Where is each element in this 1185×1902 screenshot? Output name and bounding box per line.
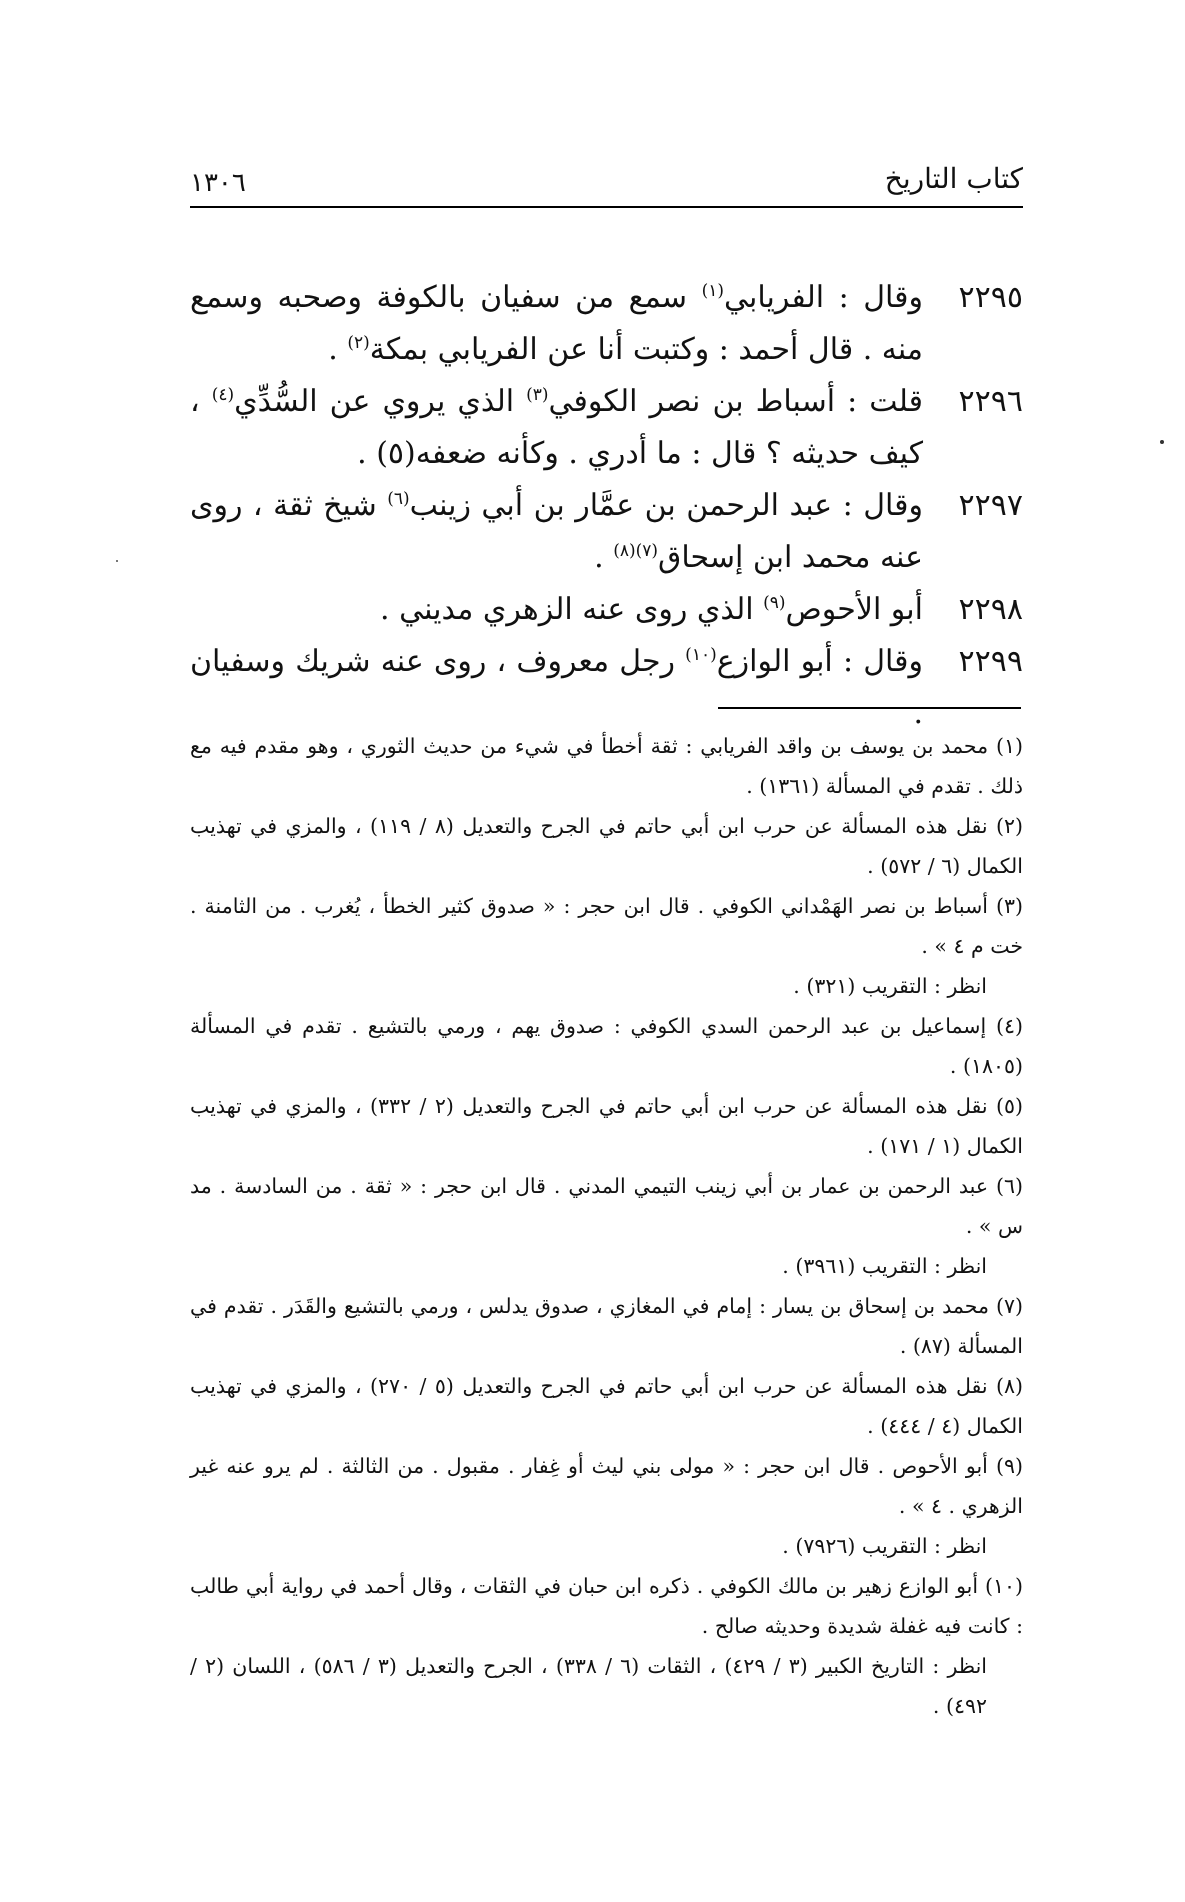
footnote-separator — [718, 707, 1021, 709]
footnote-4: (٤) إسماعيل بن عبد الرحمن السدي الكوفي : صدوق يهم ، ورمي بالتشيع . تقدم في المسألة (١٨٠٥) . — [190, 1014, 1023, 1078]
book-title: كتاب التاريخ — [884, 162, 1023, 195]
entry-text: قلت : أسباط بن نصر الكوفي$^{(٣)}$ الذي يروي عن السُّدِّي$^{(٤)}$ ، كيف حديثه ؟ قال : ما أدري . وكأنه ضعفه(٥) . — [190, 384, 924, 471]
footnote-ref: (٢) — [347, 333, 370, 353]
footnote-ref: (٩) — [763, 593, 786, 613]
footnote-ref: (٤) — [211, 385, 235, 405]
running-header — [190, 160, 1023, 208]
footnote-1: (١) محمد بن يوسف بن واقد الفريابي : ثقة أخطأ في شيء من حديث الثوري ، وهو مقدم فيه مع ذلك . تقدم في المسألة (١٣٦١) . — [190, 734, 1023, 798]
scan-speck — [116, 560, 118, 562]
footnote-ref: (١) — [701, 281, 725, 301]
footnote-ref: (٣) — [526, 385, 549, 405]
footnote-3: (٣) أسباط بن نصر الهَمْداني الكوفي . قال ابن حجر : « صدوق كثير الخطأ ، يُغرب . من الثامنة . خت م ٤ » . انظر : التقريب (٣٢١) . — [190, 886, 1023, 1006]
entry-text: وقال : أبو الوازع$^{(١٠)}$ رجل معروف ، روى عنه شريك وسفيان . — [190, 644, 923, 731]
footnote-6: (٦) عبد الرحمن بن عمار بن أبي زينب التيمي المدني . قال ابن حجر : « ثقة . من السادسة . مد س » . انظر : التقريب (٣٩٦١) . — [190, 1166, 1023, 1286]
footnote-7: (٧) محمد بن إسحاق بن يسار : إمام في المغازي ، صدوق يدلس ، ورمي بالتشيع والقَدَر . تقدم في المسألة (٨٧) . — [190, 1294, 1023, 1358]
footnote-source: انظر : التقريب (٧٩٢٦) . — [782, 1534, 987, 1558]
footnote-9: (٩) أبو الأحوص . قال ابن حجر : « مولى بني ليث أو غِفار . مقبول . من الثالثة . لم يرو عنه غير الزهري . ٤ » . انظر : التقريب (٧٩٢٦) . — [190, 1446, 1023, 1566]
entry-2297 — [190, 480, 1023, 584]
footnotes — [190, 726, 1023, 1726]
entry-number: ٢٢٩٦ — [958, 384, 1023, 419]
footnote-ref: (٦) — [387, 489, 410, 509]
footnote-2: (٢) نقل هذه المسألة عن حرب ابن أبي حاتم في الجرح والتعديل (٨ / ١١٩) ، والمزي في تهذيب الكمال (٦ / ٥٧٢) . — [190, 814, 1023, 878]
page-number: ١٣٠٦ — [190, 168, 246, 198]
main-text — [190, 272, 1023, 740]
entry-text: وقال : عبد الرحمن بن عمَّار بن أبي زينب$^{(٦)}$ شيخ ثقة ، روى عنه محمد ابن إسحاق$^{(٧)(٨)}$ . — [190, 488, 923, 575]
scan-speck — [1160, 440, 1164, 444]
footnote-ref: (٧)(٨) — [613, 541, 659, 561]
entry-2295 — [190, 272, 1023, 376]
entry-2298 — [190, 584, 1023, 636]
footnote-ref: (١٠) — [685, 645, 717, 665]
entry-number: ٢٢٩٨ — [958, 592, 1023, 627]
entry-number: ٢٢٩٩ — [958, 644, 1023, 679]
entry-text: وقال : الفريابي$^{(١)}$ سمع من سفيان بالكوفة وصحبه وسمع منه . قال أحمد : وكتبت أنا عن الفريابي بمكة$^{(٢)}$ . — [190, 280, 923, 367]
footnote-source: انظر : التقريب (٣٢١) . — [793, 974, 987, 998]
entry-text: أبو الأحوص$^{(٩)}$ الذي روى عنه الزهري مديني . — [380, 592, 923, 627]
footnote-10: (١٠) أبو الوازع زهير بن مالك الكوفي . ذكره ابن حبان في الثقات ، وقال أحمد في رواية أبي طالب : كانت فيه غفلة شديدة وحديثه صالح . انظر : التاريخ الكبير (٣ / ٤٢٩) ، الثقات (٦ / ٣٣٨) ، الجرح والتعديل (٣ / ٥٨٦) ، اللسان (٢ / ٤٩٢) . — [190, 1566, 1023, 1726]
footnote-8: (٨) نقل هذه المسألة عن حرب ابن أبي حاتم في الجرح والتعديل (٥ / ٢٧٠) ، والمزي في تهذيب الكمال (٤ / ٤٤٤) . — [190, 1374, 1023, 1438]
footnote-source: انظر : التاريخ الكبير (٣ / ٤٢٩) ، الثقات (٦ / ٣٣٨) ، الجرح والتعديل (٣ / ٥٨٦) ، اللسان (٢ / ٤٩٢) . — [190, 1654, 987, 1718]
entry-2296 — [190, 376, 1023, 480]
entry-2299 — [190, 636, 1023, 740]
footnote-source: انظر : التقريب (٣٩٦١) . — [782, 1254, 987, 1278]
footnote-5: (٥) نقل هذه المسألة عن حرب ابن أبي حاتم في الجرح والتعديل (٢ / ٣٣٢) ، والمزي في تهذيب الكمال (١ / ١٧١) . — [190, 1094, 1023, 1158]
entry-number: ٢٢٩٧ — [958, 488, 1023, 523]
entry-number: ٢٢٩٥ — [958, 280, 1023, 315]
